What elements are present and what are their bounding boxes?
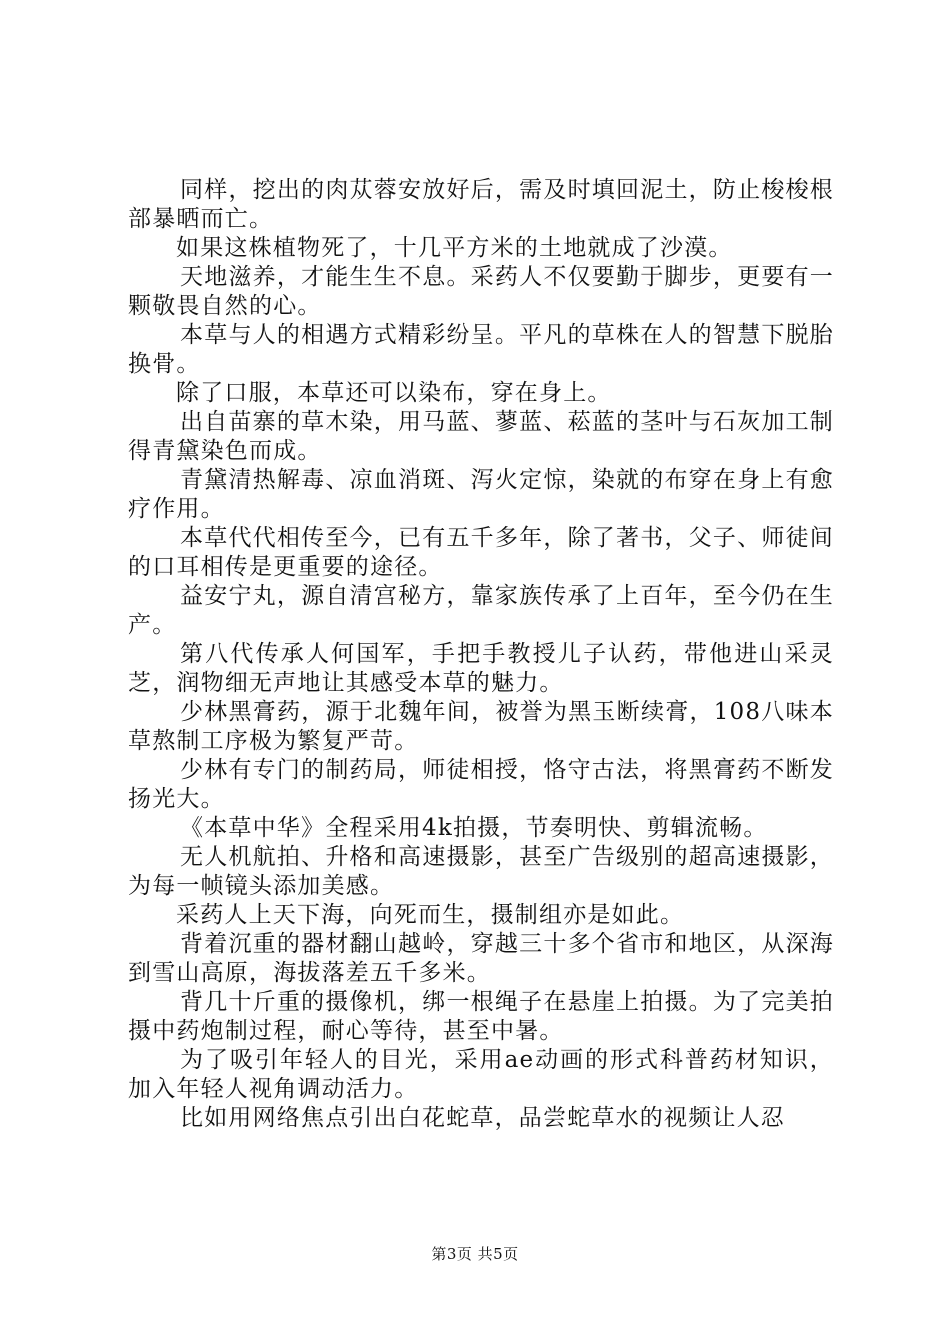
paragraph: 青黛清热解毒、凉血消斑、泻火定惊，染就的布穿在身上有愈疗作用。 [128,467,834,522]
paragraph: 少林黑膏药，源于北魏年间，被誉为黑玉断续膏，108八味本草熬制工序极为繁复严苛。 [128,699,834,754]
paragraph: 本草代代相传至今，已有五千多年，除了著书，父子、师徒间的口耳相传是更重要的途径。 [128,525,834,580]
paragraph: 《本草中华》全程采用4k拍摄，节奏明快、剪辑流畅。 [180,815,768,841]
paragraph: 第八代传承人何国军，手把手教授儿子认药，带他进山采灵芝，润物细无声地让其感受本草的魅力。 [128,641,834,696]
paragraph: 少林有专门的制药局，师徒相授，恪守古法，将黑膏药不断发扬光大。 [128,757,834,812]
paragraph: 益安宁丸，源自清宫秘方，靠家族传承了上百年，至今仍在生产。 [128,583,834,638]
paragraph: 除了口服，本草还可以染布，穿在身上。 [176,380,612,406]
paragraph: 比如用网络焦点引出白花蛇草，品尝蛇草水的视频让人忍 [180,1105,785,1131]
paragraph: 背几十斤重的摄像机，绑一根绳子在悬崖上拍摄。为了完美拍摄中药炮制过程，耐心等待，甚至中暑。 [128,989,834,1044]
paragraph: 采药人上天下海，向死而生，摄制组亦是如此。 [176,902,685,928]
body-text [128,176,834,1133]
paragraph: 无人机航拍、升格和高速摄影，甚至广告级别的超高速摄影，为每一帧镜头添加美感。 [128,844,834,899]
page-number-footer: 第3页 共5页 [431,1245,519,1263]
paragraph: 如果这株植物死了，十几平方米的土地就成了沙漠。 [176,235,733,261]
paragraph: 同样，挖出的肉苁蓉安放好后，需及时填回泥土，防止梭梭根部暴晒而亡。 [128,177,834,232]
paragraph: 为了吸引年轻人的目光，采用ae动画的形式科普药材知识，加入年轻人视角调动活力。 [128,1047,834,1102]
paragraph: 出自苗寨的草木染，用马蓝、蓼蓝、菘蓝的茎叶与石灰加工制得青黛染色而成。 [128,409,834,464]
paragraph: 天地滋养，才能生生不息。采药人不仅要勤于脚步，更要有一颗敬畏自然的心。 [128,264,834,319]
paragraph: 本草与人的相遇方式精彩纷呈。平凡的草株在人的智慧下脱胎换骨。 [128,322,834,377]
paragraph: 背着沉重的器材翻山越岭，穿越三十多个省市和地区，从深海到雪山高原，海拔落差五千多米。 [128,931,834,986]
